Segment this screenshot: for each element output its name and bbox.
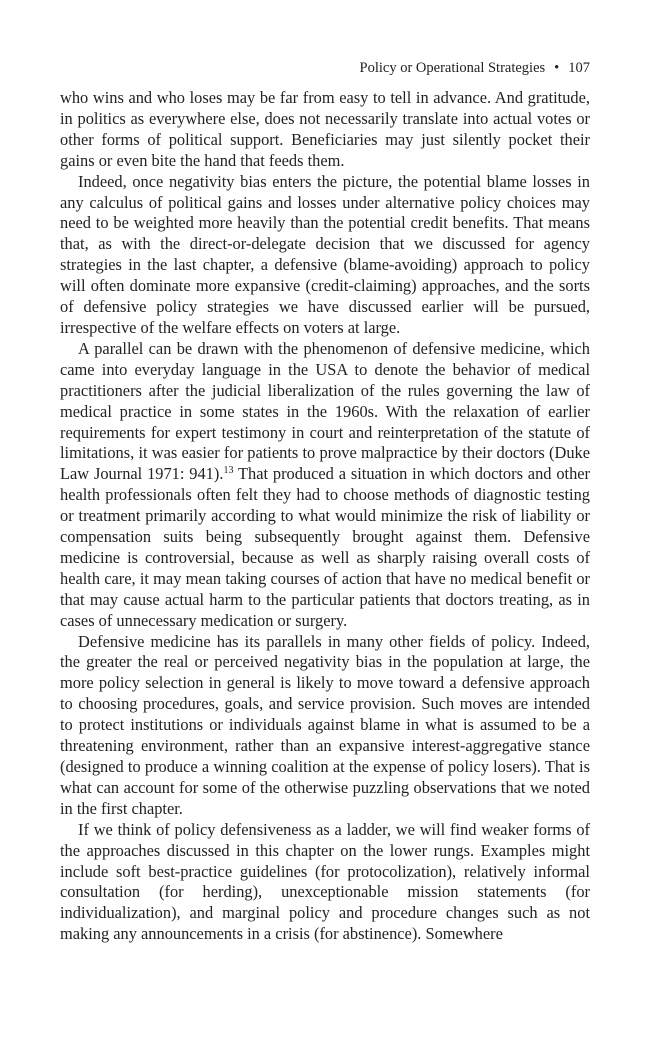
paragraph-3 bbox=[60, 339, 590, 632]
body-text bbox=[60, 88, 590, 945]
paragraph-5: If we think of policy defensiveness as a ladder, we will find weaker forms of the approaches discussed in this chapter on the lower rungs. Examples might include soft best-practice guidelines (for protocolization), relatively informal consultation (for herding), unexceptionable mission statements (for individualization), and marginal policy and procedure changes such as not making any announcements in a crisis (for abstinence). Somewhere bbox=[60, 819, 590, 944]
header-separator: • bbox=[554, 60, 560, 76]
paragraph-3-text-continued: That produced a situation in which doctors and other health professionals often felt they had to choose methods of diagnostic testing or treatment primarily according to what would minimize the risk of liability or compensation suits being subsequently brought against them. Defensive medicine is controversial, because as well as sharply raising overall costs of health care, it may mean taking courses of action that have no medical benefit or that may cause actual harm to the particular patients that doctors treating, as in cases of unnecessary medication or surgery. bbox=[60, 464, 591, 630]
paragraph-2: Indeed, once negativity bias enters the picture, the potential blame losses in any calculus of political gains and losses under alternative policy choices may need to be weighted more heavily than the potential credit benefits. That means that, as with the direct-or-delegate decision that we discussed for agency strategies in the last chapter, a defensive (blame-avoiding) approach to policy will often dominate more expansive (credit-claiming) approaches, and the sorts of defensive policy strategies we have discussed earlier will be pursued, irrespective of the welfare effects on voters at large. bbox=[60, 171, 590, 337]
running-title: Policy or Operational Strategies bbox=[359, 60, 546, 76]
paragraph-3-text: A parallel can be drawn with the phenomenon of defensive medicine, which came into everyday language in the USA to denote the behavior of medical practitioners after the judicial liberalization of the rules governing the law of medical practice in some states in the 1960s. With the relaxation of earlier requirements for expert testimony in court and reinterpretation of the statute of limitations, it was easier for patients to prove malpractice by their doctors (Duke Law Journal 1971: 941). bbox=[60, 338, 590, 484]
book-page bbox=[60, 58, 590, 945]
page-number: 107 bbox=[568, 60, 590, 76]
running-head bbox=[60, 58, 590, 88]
paragraph-4: Defensive medicine has its parallels in many other fields of policy. Indeed, the greater the real or perceived negativity bias in the population at large, the more policy selection in general is likely to move toward a defensive approach to choosing procedures, goals, and service provision. Such moves are intended to protect institutions or individuals against blame in what is assumed to be a threatening environment, rather than an expansive interest-aggregative stance (designed to produce a winning coalition at the expense of policy losers). That is what can account for some of the otherwise puzzling observations that we noted in the first chapter. bbox=[60, 631, 590, 818]
paragraph-1: who wins and who loses may be far from easy to tell in advance. And gratitude, in politics as everywhere else, does not necessarily translate into actual votes or other forms of political support. Beneficiaries may just silently pocket their gains or even bite the hand that feeds them. bbox=[60, 88, 590, 170]
footnote-marker[interactable]: 13 bbox=[223, 465, 234, 477]
